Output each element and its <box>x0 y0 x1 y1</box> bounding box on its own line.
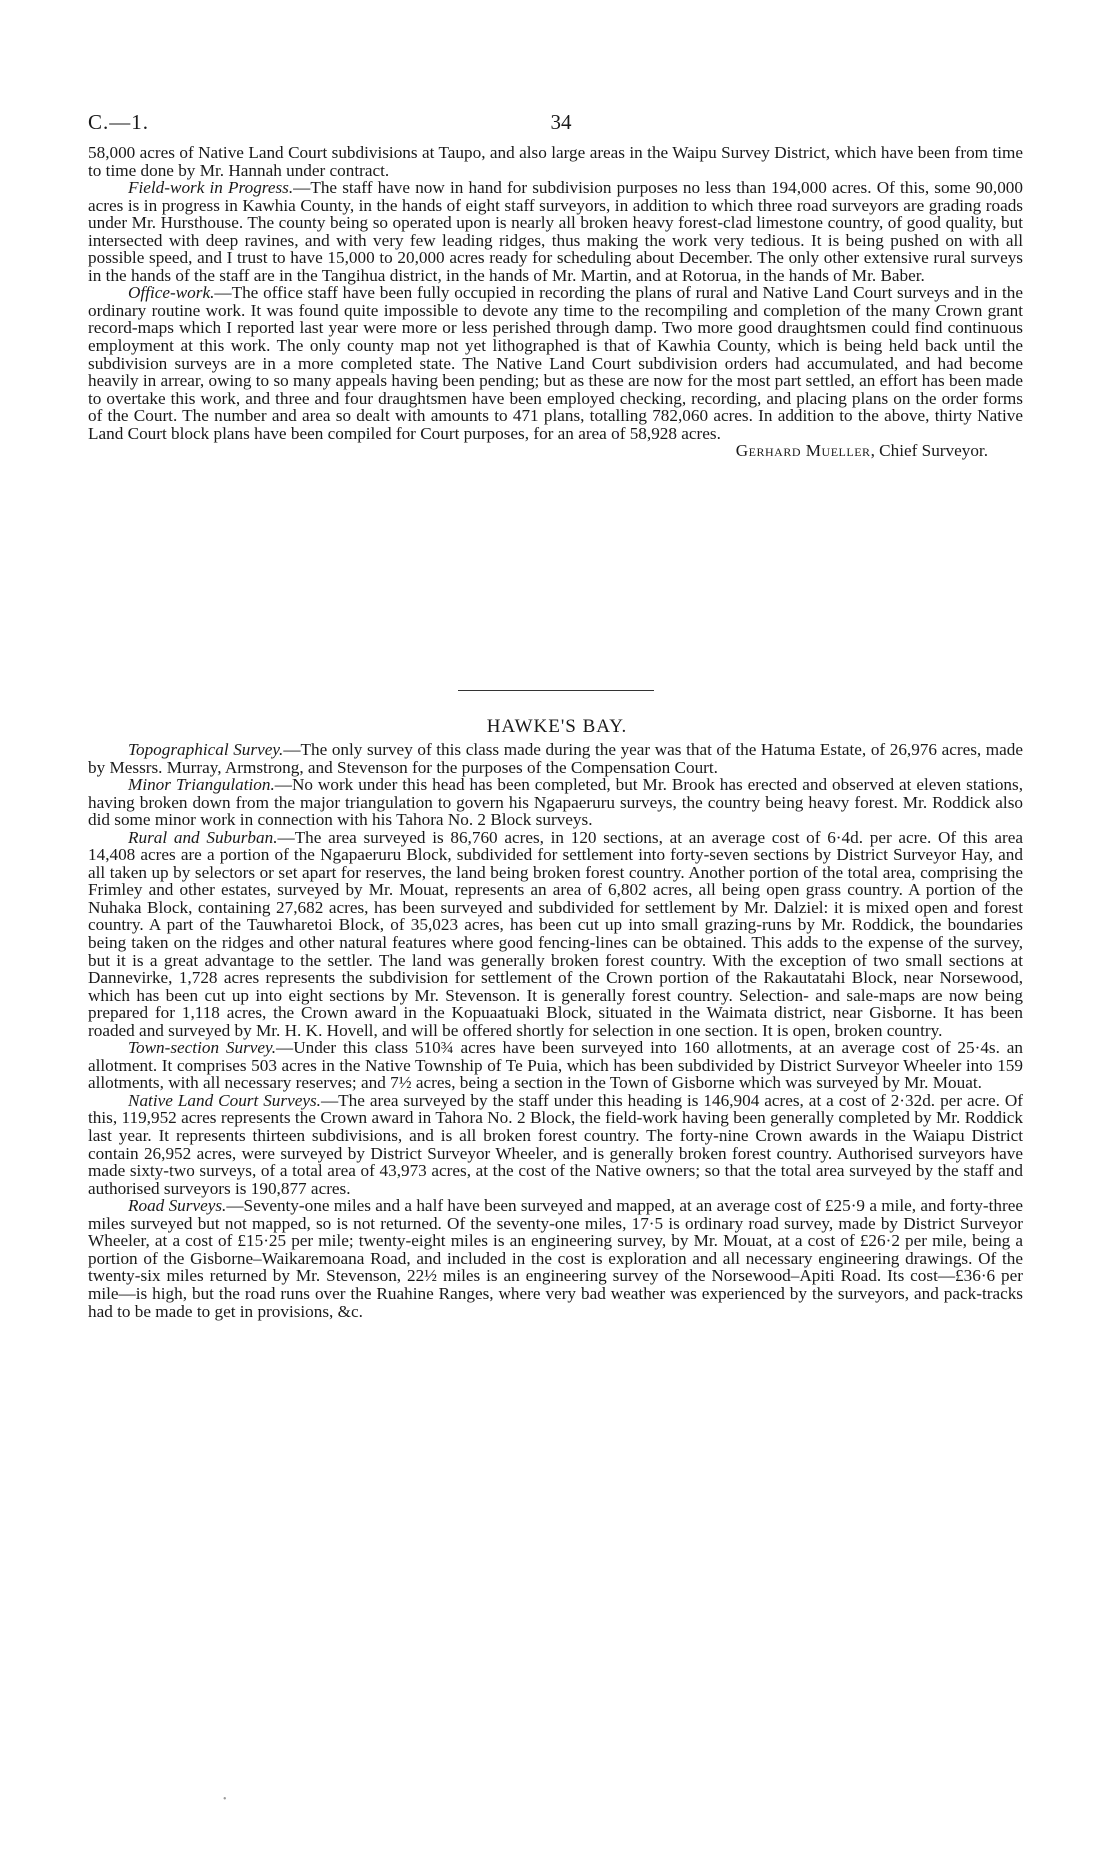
document-reference: C.—1. <box>88 110 150 134</box>
paragraph-lead: Office-work. <box>128 283 215 303</box>
paragraph-lead: Field-work in Progress. <box>128 178 294 198</box>
paragraph <box>88 284 1023 442</box>
paragraph-lead: Minor Triangulation. <box>128 775 275 795</box>
paragraph-lead: Rural and Suburban. <box>128 827 278 847</box>
paragraph-text: —The only survey of this class made during the year was that of the Hatuma Estate, of 26,976 acres, made by Messrs. Murray, Armstrong, and Stevenson for the purposes of the Compensation Court. <box>88 740 1023 777</box>
paragraph <box>88 179 1023 284</box>
ink-speck: • <box>223 1794 227 1805</box>
paragraph-lead: Native Land Court Surveys. <box>128 1090 321 1110</box>
paragraph-text: 58,000 acres of Native Land Court subdivisions at Taupo, and also large areas in the Waipu Survey District, which have been from time to time done by Mr. Hannah under contract. <box>88 143 1023 180</box>
paragraph-text: —The area surveyed by the staff under this heading is 146,904 acres, at a cost of 2·32d. per acre. Of this, 119,952 acres represents the Crown award in Tahora No. 2 Block, the field-work having been generally completed by Mr. Roddick last year. It represents thirteen subdivisions, and is all broken forest country. The forty-nine Crown awards in the Waiapu District contain 26,952 acres, were surveyed by District Surveyor Wheeler, and is generally broken forest country. Authorised surveyors have made sixty-two surveys, of a total area of 43,973 acres, at the cost of the Native owners; so that the total area surveyed by the staff and authorised surveyors is 190,877 acres. <box>88 1090 1023 1198</box>
paragraph-text: —The area surveyed is 86,760 acres, in 120 sections, at an average cost of 6·4d. per acre. Of this area 14,408 acres are a portion of the Ngapaeruru Block, subdivided for settlement into forty-seven sections by District Surveyor Hay, and all taken up by selectors or set apart for reserves, the land being broken forest country. Another portion of the total area, comprising the Frimley and other estates, surveyed by Mr. Mouat, represents an area of 6,802 acres, all being open grass country. A portion of the Nuhaka Block, containing 27,682 acres, has been surveyed and subdivided for settlement by Mr. Dalziel: it is mixed open and forest country. A part of the Tauwharetoi Block, of 35,023 acres, has been cut up into small grazing-runs by Mr. Roddick, the boundaries being taken on the ridges and other natural features where good fencing-lines can be obtained. This adds to the expense of the survey, but it is a great advantage to the settler. The land was generally broken forest country. With the exception of two small sections at Dannevirke, 1,728 acres represents the subdivision for settlement of the Crown portion of the Rakautatahi Block, near Norsewood, which has been cut up into eight sections by Mr. Stevenson. It is generally forest country. Selection- and sale-maps are now being prepared for 1,118 acres, the Crown award in the Kopuaatuaki Block, situated in the Waimata district, near Gisborne. It has been roaded and surveyed by Mr. H. K. Hovell, and will be offered shortly for selection in one section. It is open, broken country. <box>88 827 1023 1040</box>
signature-title: , Chief Surveyor. <box>870 441 988 461</box>
paragraph-lead: Town-section Survey. <box>128 1038 277 1058</box>
paragraph-text: —The staff have now in hand for subdivision purposes no less than 194,000 acres. Of this, some 90,000 acres is in progress in Kawhia County, in the hands of eight staff surveyors, in addition to which three road surveyors are grading roads under Mr. Hursthouse. The county being so operated upon is nearly all broken heavy forest-clad limestone country, of good quality, but intersected with deep ravines, and with very few leading ridges, thus making the work very tedious. It is being pushed on with all possible speed, and I trust to have 15,000 to 20,000 acres ready for scheduling about December. The only other extensive rural surveys in the hands of the staff are in the Tangihua district, in the hands of Mr. Martin, and at Rotorua, in the hands of Mr. Baber. <box>88 178 1023 285</box>
paragraph <box>88 1039 1023 1092</box>
section-waikato-continued <box>88 144 1023 460</box>
section-title: HAWKE'S BAY. <box>486 716 628 737</box>
section-hawkes-bay <box>88 741 1023 1320</box>
paragraph <box>88 776 1023 829</box>
signature-name: Gerhard Mueller <box>735 441 871 461</box>
page-number: 34 <box>550 110 572 134</box>
section-divider <box>458 690 654 691</box>
paragraph-text: —The office staff have been fully occupied in recording the plans of rural and Native Land Court surveys and in the ordinary routine work. It was found quite impossible to devote any time to the recompiling and completion of the many Crown grant record-maps which I reported last year were more or less perished through damp. Two more good draughtsmen could find continuous employment at this work. The only county map not yet lithographed is that of Kawhia County, which is being held back until the subdivision surveys are in a more completed state. The Native Land Court subdivision orders had accumulated, and had become heavily in arrear, owing to so many appeals having been pending; but as these are now for the most part settled, an effort has been made to overtake this work, and three and four draughtsmen have been employed checking, recording, and placing plans on the order forms of the Court. The number and area so dealt with amounts to 471 plans, totalling 782,060 acres. In addition to the above, thirty Native Land Court block plans have been compiled for Court purposes, for an area of 58,928 acres. <box>88 283 1023 443</box>
paragraph <box>88 144 1023 179</box>
page-header <box>88 110 1034 140</box>
paragraph-text: —No work under this head has been completed, but Mr. Brook has erected and observed at eleven stations, having broken down from the major triangulation to govern his Ngapaeruru surveys, the country being heavy forest. Mr. Roddick also did some minor work in connection with his Tahora No. 2 Block surveys. <box>88 775 1023 830</box>
paragraph-text: —Under this class 510¾ acres have been surveyed into 160 allotments, at an average cost of 25·4s. an allotment. It comprises 503 acres in the Native Township of Te Puia, which has been subdivided by District Surveyor Wheeler into 159 allotments, with all necessary reserves; and 7½ acres, being a section in the Town of Gisborne which was surveyed by Mr. Mouat. <box>88 1038 1023 1093</box>
paragraph-lead: Topographical Survey. <box>128 740 284 759</box>
paragraph <box>88 829 1023 1040</box>
paragraph-text: —Seventy-one miles and a half have been surveyed and mapped, at an average cost of £25·9 a mile, and forty-three miles surveyed but not mapped, so is not returned. Of the seventy-one miles, 17·5 is ordinary road survey, made by District Surveyor Wheeler, at a cost of £15·25 per mile; twenty-eight miles is an engineering survey, by Mr. Mouat, at a cost of £26·2 per mile, being a portion of the Gisborne–Waikaremoana Road, and included in the cost is exploration and all necessary engineering drawings. Of the twenty-six miles returned by Mr. Stevenson, 22½ miles is an engineering survey of the Norsewood–Apiti Road. Its cost—£36·6 per mile—is high, but the road runs over the Ruahine Ranges, where very bad weather was experienced by the surveyors, and pack-tracks had to be made to get in provisions, &c. <box>88 1196 1024 1321</box>
paragraph <box>88 1092 1023 1197</box>
paragraph <box>88 741 1023 776</box>
paragraph <box>88 1197 1023 1320</box>
signature <box>88 442 1023 460</box>
paragraph-lead: Road Surveys. <box>128 1196 227 1216</box>
